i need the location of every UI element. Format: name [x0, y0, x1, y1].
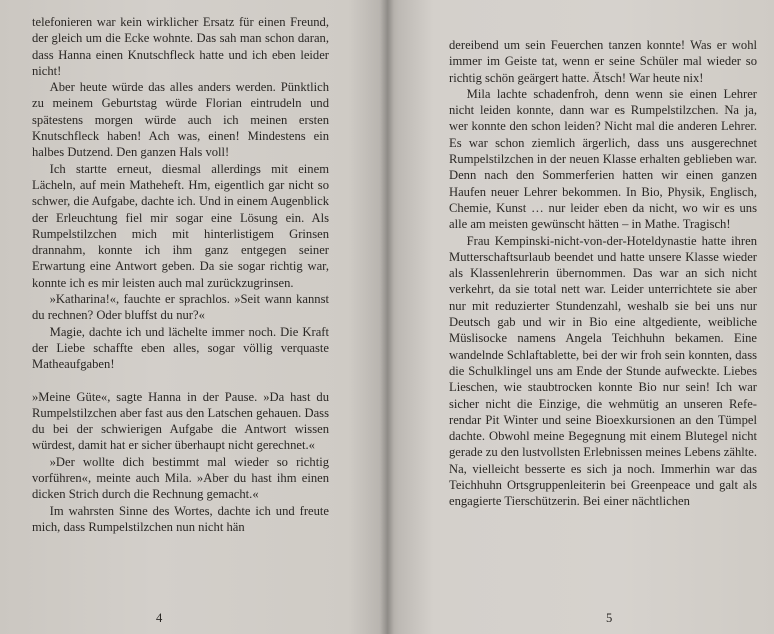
page-number: 4	[156, 610, 163, 625]
left-page-text	[32, 14, 329, 535]
paragraph: Ich startte erneut, diesmal allerdings mit einem Lächeln, auf mein Matheheft. Hm, eigentlich gar nicht so schwer, die Aufgabe, dachte ich. Und in einem Augenblick der Erleuchtung fiel mir sogar eine Lösung ein. Als Rumpelstilzchen mich mit hinterlistigem Grinsen drannahm, konnte ich ihm ganz entgegen seiner Erwartung eine Antwort geben. Da sie sogar richtig war, konnte ich es mir leisten auch mal zurückzugrinsen.	[32, 161, 329, 290]
paragraph: Im wahrsten Sinne des Wortes, dachte ich und freute mich, dass Rumpelstilzchen nun nicht hän	[32, 503, 329, 534]
paragraph: telefonieren war kein wirklicher Ersatz für einen Freund, der gleich um die Ecke wohnte. Das sah man schon daran, dass Hanna einen Knutschfleck hatte und ich eben leider nicht!	[32, 15, 329, 78]
paragraph: »Meine Güte«, sagte Hanna in der Pause. »Da hast du Rumpelstilzchen aber fast aus den Latschen gehauen. Dass du bei der schwierigen Aufgabe die Antwort wissen würdest, damit hat er sicher überhaupt nicht gerechnet.«	[32, 389, 329, 453]
right-page	[388, 0, 774, 634]
paragraph: »Der wollte dich bestimmt mal wieder so richtig vorführen«, meinte auch Mila. »Aber du hast ihm einen dicken Strich durch die Rechnung gemacht.«	[32, 454, 329, 502]
page-number: 5	[606, 610, 613, 625]
paragraph: Mila lachte schadenfroh, denn wenn sie einen Lehrer nicht leiden konnte, dann war es Rumpelstilzchen. Na ja, wer konnte den schon leiden? Nicht mal die anderen Lehrer. Es war schon ziemlich ärgerlich, dass uns ausgerechnet Rumpelstilzchen in der neuen Klasse erhalten geblieben war. Denn nach den Sommerferien hatten wir einen ganzen Haufen neuer Lehrer bekommen. In Bio, Physik, Englisch, Chemie, Kunst … nur leider eben da nicht, wo wir es uns alle am meisten gewünscht hätten – in Mathe. Tragisch!	[449, 86, 757, 232]
paragraph: dereibend um sein Feuerchen tanzen konnte! Was er wohl immer im Geiste tat, wenn er seine Schüler mal wieder so richtig schön geärgert hatte. Ätsch! War heute nix!	[449, 38, 757, 85]
paragraph: Aber heute würde das alles anders werden. Pünktlich zu meinem Geburtstag würde Florian eintrudeln und spätestens morgen würde auch ich meinen ersten Knutschfleck haben! Ach was, einen! Mindestens ein halbes Dutzend. Den ganzen Hals voll!	[32, 80, 329, 160]
paragraph: Magie, dachte ich und lächelte immer noch. Die Kraft der Liebe schaffte eben alles, sogar völlig verquaste Matheaufgaben!	[32, 324, 329, 372]
paragraph: »Katharina!«, fauchte er sprachlos. »Seit wann kannst du rechnen? Oder bluffst du nur?«	[32, 292, 329, 323]
left-page	[0, 0, 385, 634]
paragraph: Frau Kempinski-nicht-von-der-Hoteldynastie hatte ihren Mutterschaftsurlaub beendet und hatte unsere Klasse wieder als Klassenlehrerin übernommen. Das war an sich nicht verkehrt, da sie total nett war. Leider unterrichtete sie aber nur mit reduzierter Stundenzahl, weshalb sie bei uns nur Deutsch gab und wir in Bio eine altgediente, weibliche Müslisocke namens Angela Teichhuhn bekamen. Eine wandelnde Schlaftablette, bei der wir froh sein konnten, dass die Schulklingel uns am Ende der Stunde aufweckte. Liebes Lieschen, wie staubtrocken konnte Bio nur sein! Ich war sicher nicht die Einzige, die wehmütig an unseren Referendar Pit Winter und seine Bioexkursionen an den Tümpel dachte. Obwohl meine Begegnung mit einem Blutegel nicht gerade zu den lustvollsten Erlebnissen meines Lebens zählte. Na, vielleicht besserte es sich ja noch. Immerhin war das Teichhuhn Ortsgruppenleiterin bei Greenpeace und galt als engagierte Tierschützerin. Bei einer nächtlichen	[449, 233, 757, 509]
right-page-text	[449, 37, 757, 510]
